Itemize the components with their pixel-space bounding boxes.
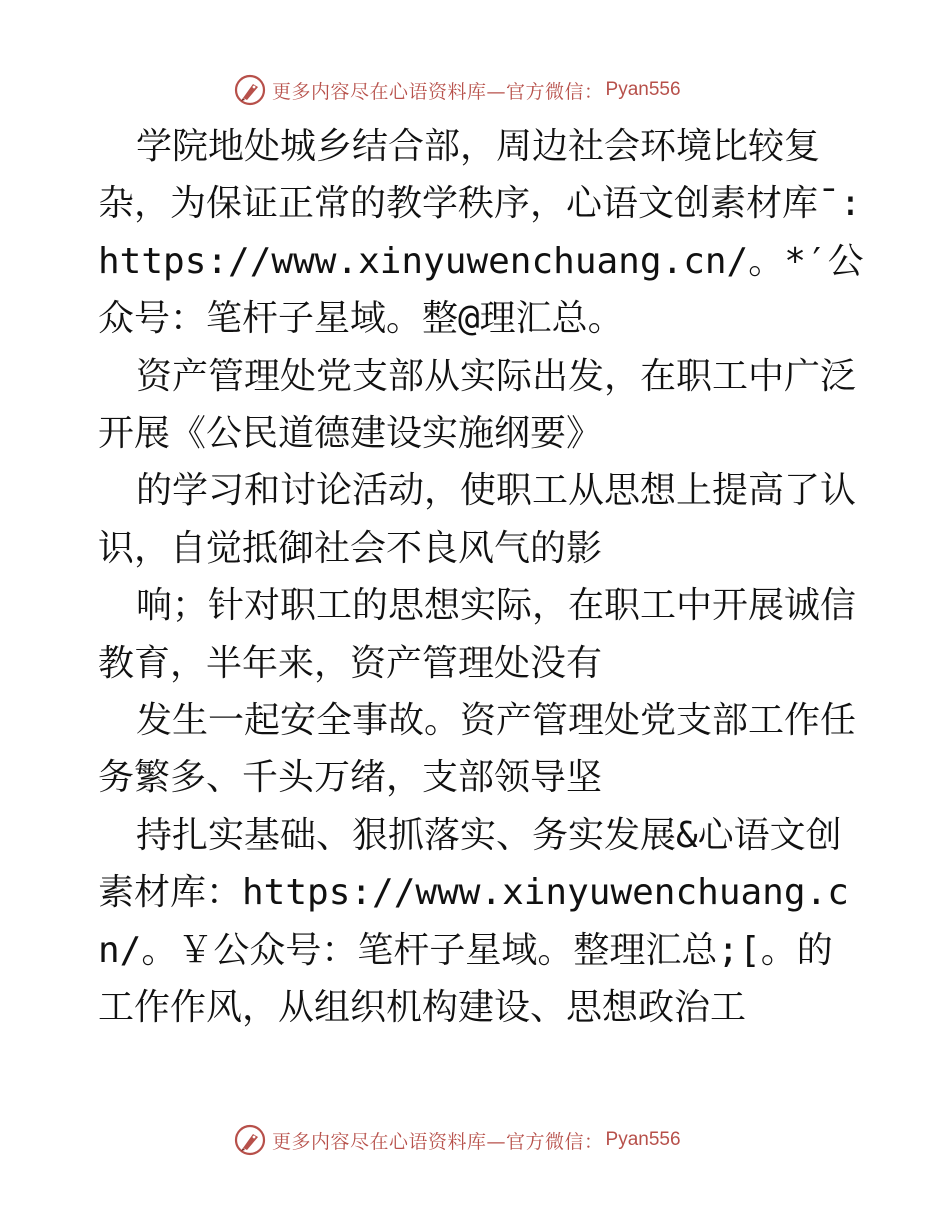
header-watermark-text: 更多内容尽在心语资料库—官方微信： [272,80,604,103]
footer-watermark [234,1123,681,1157]
document-body [98,118,868,1037]
paragraph: 的学习和讨论活动，使职工从思想上提高了认识，自觉抵御社会不良风气的影 [98,470,857,569]
paragraph: 学院地处城乡结合部，周边社会环境比较复杂，为保证正常的教学秩序，心语文创素材库¯:https://www.xinyuwenchuang.cn/。*′公众号：笔杆子星域。整@理汇总。 [98,126,864,340]
pen-nib-logo-icon [234,74,266,106]
paragraph: 资产管理处党支部从实际出发，在职工中广泛开展《公民道德建设实施纲要》 [98,355,857,455]
pen-nib-logo-icon [234,1124,266,1156]
paragraph: 持扎实基础、狠抓落实、务实发展&心语文创素材库：https://www.xinyuwenchuang.cn/。￥公众号：笔杆子星域。整理汇总;[。的工作作风，从组织机构建设、思想政治工 [98,814,849,1029]
header-watermark [234,73,681,107]
header-watermark-id: Pyan556 [605,79,681,100]
paragraph: 响；针对职工的思想实际，在职工中开展诚信教育，半年来，资产管理处没有 [98,585,857,684]
paragraph: 发生一起安全事故。资产管理处党支部工作任务繁多、千头万绪，支部领导坚 [98,700,857,799]
footer-watermark-text: 更多内容尽在心语资料库—官方微信： [272,1130,604,1153]
footer-watermark-id: Pyan556 [605,1129,681,1150]
